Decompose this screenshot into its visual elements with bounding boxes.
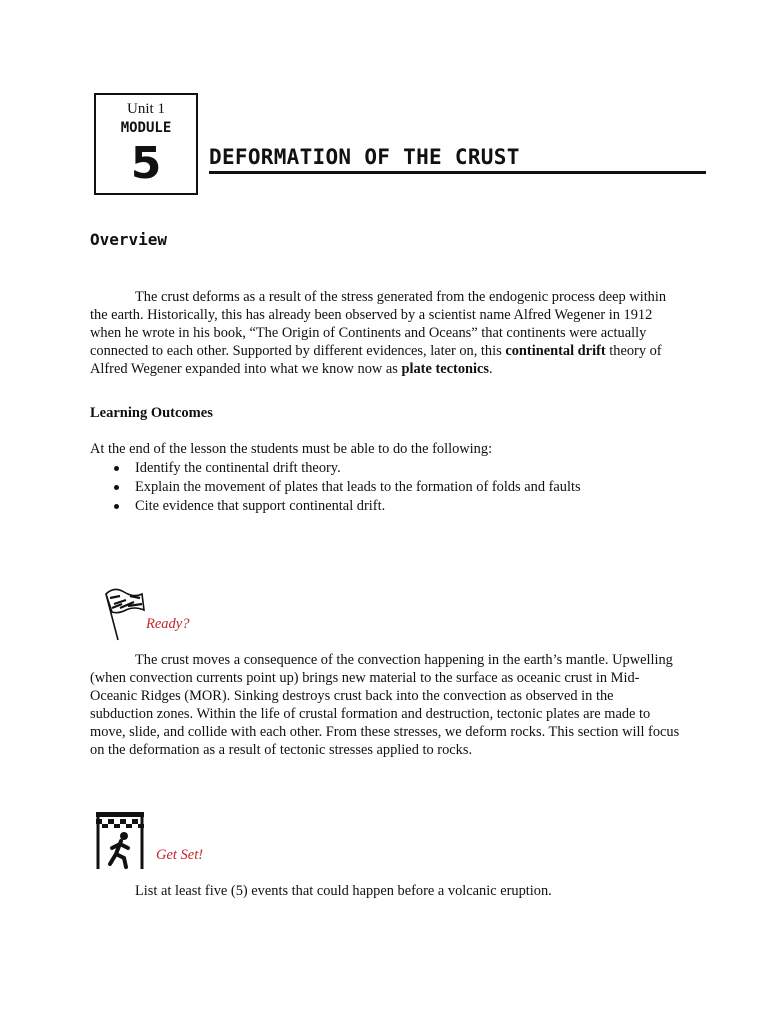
overview-text-2: theory of Alfred Wegener expanded into what we know now as <box>90 343 662 377</box>
list-item: Identify the continental drift theory. <box>90 459 581 478</box>
module-number: 5 <box>130 138 162 189</box>
title-underline <box>209 171 706 174</box>
get-set-text: List at least five (5) events that could happen before a volcanic eruption. <box>135 883 552 899</box>
ready-text: The crust moves a consequence of the convection happening in the earth’s mantle. Upwelling (when convection currents point up) brings new material to the surface as oceanic crust in Mid-Oceanic Ridges (MOR). Sinking destroys crust back into the convection as observed in the subduction zones. Within the life of crustal formation and destruction, tectonic plates are made to move, slide, and collide with each other. From these stresses, we deform rocks. This section will focus on the deformation as a result of tectonic stresses applied to rocks. <box>90 652 680 758</box>
module-label: MODULE <box>120 120 172 136</box>
learning-outcomes-intro: At the end of the lesson the students must be able to do the following: <box>90 441 493 457</box>
overview-paragraph <box>90 288 680 378</box>
ready-label: Ready? <box>146 616 190 632</box>
overview-text-3: . <box>489 361 493 377</box>
learning-outcomes-heading: Learning Outcomes <box>90 405 213 421</box>
ready-paragraph <box>90 651 680 759</box>
checkered-flag-icon <box>100 584 146 642</box>
overview-heading: Overview <box>90 230 168 249</box>
get-set-label: Get Set! <box>156 847 204 863</box>
overview-bold-plate-tectonics: plate tectonics <box>401 361 490 377</box>
list-item: Cite evidence that support continental drift. <box>90 497 581 516</box>
page-title: DEFORMATION OF THE CRUST <box>209 145 520 169</box>
unit-label: Unit 1 <box>127 101 165 117</box>
overview-text-1: The crust deforms as a result of the stress generated from the endogenic process deep within the earth. Historically, this has already been observed by a scientist name Alfred Wegener in 1912 when he wrote in his book, “The Origin of Continents and Oceans” that continents were actually connected to each other. Supported by different evidences, later on, this <box>90 289 667 359</box>
module-box <box>94 93 198 195</box>
overview-bold-continental-drift: continental drift <box>505 343 606 359</box>
list-item: Explain the movement of plates that leads to the formation of folds and faults <box>90 478 581 497</box>
runner-start-icon <box>94 810 146 870</box>
learning-outcomes-list <box>90 459 581 516</box>
